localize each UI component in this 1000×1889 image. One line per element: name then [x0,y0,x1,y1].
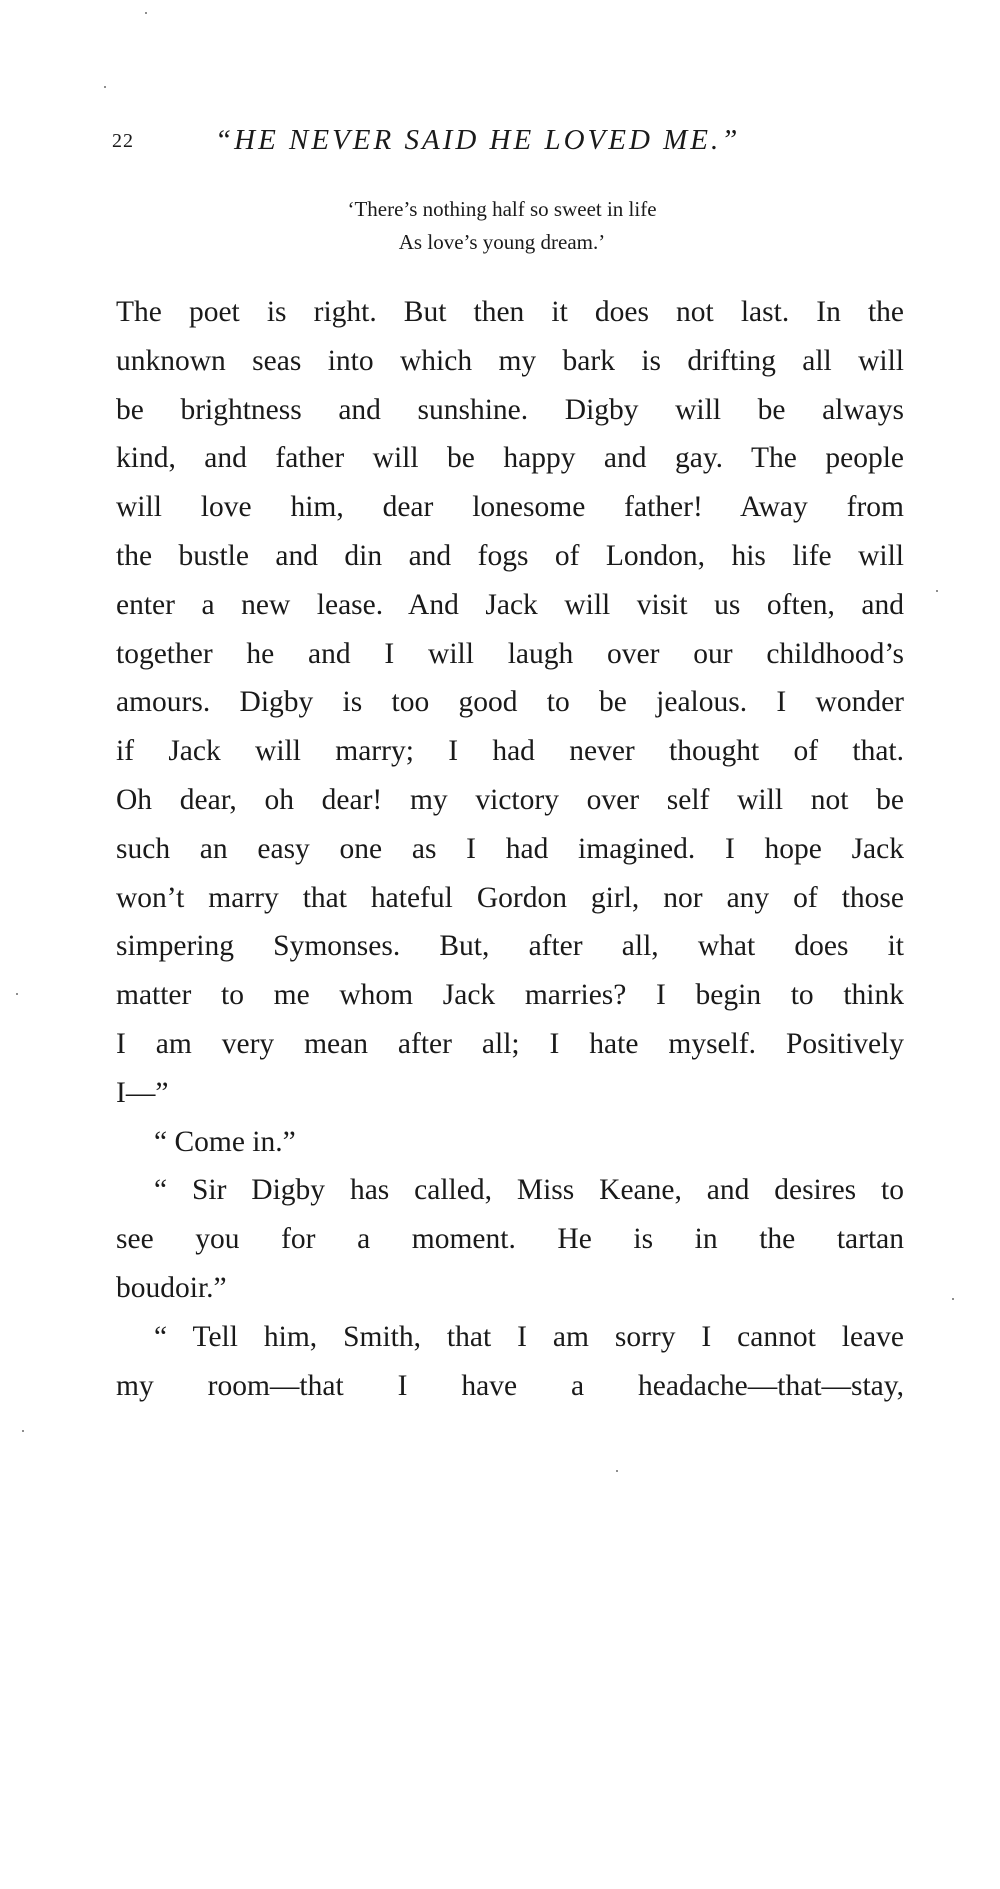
paragraph [116,1166,904,1312]
text-line: I—” [116,1076,169,1109]
text-line: be brightness and sunshine. Digby will be always [116,393,904,426]
text-line: The poet is right. But then it does not last. In the [116,296,904,328]
speck [616,1470,618,1472]
text-line: if Jack will marry; I had never thought of that. [116,735,904,768]
epigraph [0,193,1000,259]
text-line: I am very mean after all; I hate myself. Positively [116,1027,904,1060]
text-line: my room—that I have a headache—that—stay, [116,1369,904,1402]
text-line: such an easy one as I had imagined. I hope Jack [116,832,904,865]
text-line: matter to me whom Jack marries? I begin to think [116,979,904,1012]
epigraph-line: ‘There’s nothing half so sweet in life [347,197,657,221]
text-line: won’t marry that hateful Gordon girl, nor any of those [116,881,904,914]
body-text [116,288,904,1410]
text-line: Oh dear, oh dear! my victory over self will not be [116,783,904,816]
text-line: will love him, dear lonesome father! Away from [116,491,904,524]
text-line: “ Come in.” [154,1125,296,1158]
page-number: 22 [112,130,134,152]
speck [145,12,147,14]
speck [104,86,106,88]
text-line: amours. Digby is too good to be jealous. I wonder [116,686,904,719]
text-line: “ Tell him, Smith, that I am sorry I cannot leave [154,1320,904,1353]
speck [16,993,18,995]
text-line: kind, and father will be happy and gay. The people [116,442,904,475]
running-title: “HE NEVER SAID HE LOVED ME.” [215,124,741,156]
text-line: unknown seas into which my bark is drifting all will [116,344,904,377]
page-header [112,124,912,164]
text-line: “ Sir Digby has called, Miss Keane, and desires to [154,1174,904,1207]
speck [952,1298,954,1300]
speck [22,1430,24,1432]
text-line: enter a new lease. And Jack will visit us often, and [116,588,904,621]
paragraph [116,288,904,1118]
text-line: boudoir.” [116,1271,227,1304]
speck [936,590,938,592]
epigraph-line: As love’s young dream.’ [398,230,606,254]
paragraph [116,1313,904,1411]
text-line: together he and I will laugh over our childhood’s [116,637,904,670]
text-line: see you for a moment. He is in the tartan [116,1223,904,1256]
paragraph [116,1118,904,1167]
text-line: simpering Symonses. But, after all, what does it [116,930,904,963]
text-line: the bustle and din and fogs of London, his life will [116,539,904,572]
